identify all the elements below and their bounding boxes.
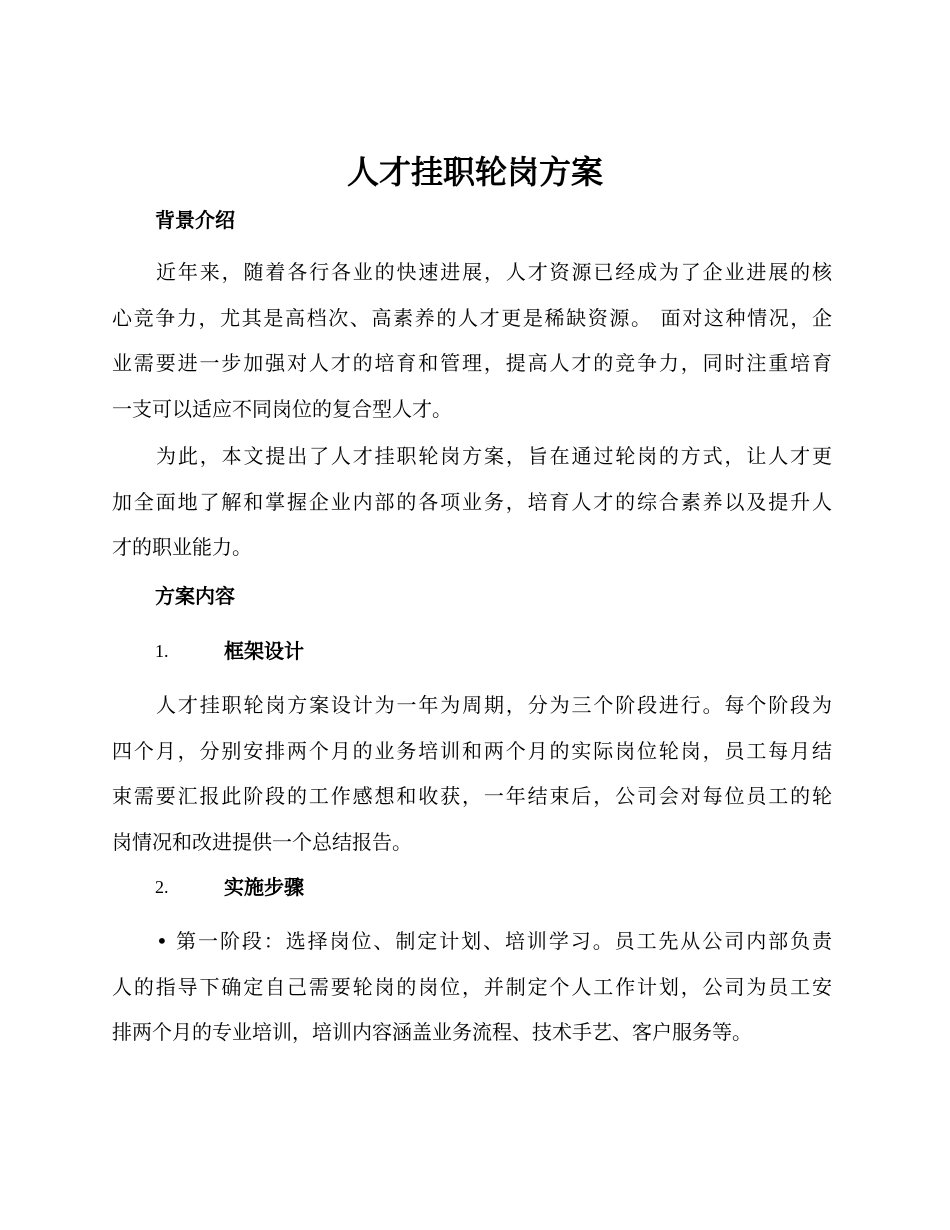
paragraph-line: 人的指导下确定自己需要轮岗的岗位，并制定个人工作计划，公司为员工安: [112, 974, 832, 999]
paragraph-line: 束需要汇报此阶段的工作感想和收获，一年结束后，公司会对每位员工的轮: [112, 784, 832, 808]
heading-number: 1.: [155, 641, 169, 661]
paragraph-steps: [112, 919, 832, 1056]
paragraph-background-1: [112, 250, 832, 432]
paragraph-line: 岗情况和改进提供一个总结报告。: [112, 829, 412, 854]
heading-label: 实施步骤: [224, 875, 304, 899]
paragraph-line: 排两个月的专业培训，培训内容涵盖业务流程、技术手艺、客户服务等。: [112, 1020, 752, 1044]
paragraph-line: 为此，本文提出了人才挂职轮岗方案，旨在通过轮岗的方式，让人才更: [156, 444, 832, 468]
paragraph-line: • 第一阶段：选择岗位、制定计划、培训学习。员工先从公司内部负责: [156, 929, 832, 953]
paragraph-line: 加全面地了解和掌握企业内部的各项业务，培育人才的综合素养以及提升人: [112, 489, 832, 514]
paragraph-background-2: [112, 434, 832, 571]
paragraph-line: 近年来，随着各行各业的快速进展，人才资源已经成为了企业进展的核: [156, 260, 832, 284]
paragraph-line: 心竞争力，尤其是高档次、高素养的人才更是稀缺资源。 面对这种情况，企: [112, 305, 832, 330]
heading-label: 框架设计: [224, 639, 304, 663]
section-heading-background: 背景介绍: [155, 208, 235, 232]
paragraph-line: 业需要进一步加强对人才的培育和管理，提高人才的竞争力，同时注重培育: [112, 351, 832, 375]
paragraph-line: 人才挂职轮岗方案设计为一年为周期，分为三个阶段进行。每个阶段为: [156, 693, 832, 717]
paragraph-line: 才的职业能力。: [112, 535, 252, 559]
section-heading-plan-content: 方案内容: [155, 584, 235, 608]
paragraph-framework: [112, 683, 832, 865]
document-title: 人才挂职轮岗方案: [346, 153, 603, 191]
paragraph-line: 一支可以适应不同岗位的复合型人才。: [112, 396, 452, 421]
heading-number: 2.: [155, 877, 169, 897]
paragraph-line: 四个月，分别安排两个月的业务培训和两个月的实际岗位轮岗，员工每月结: [112, 738, 832, 763]
